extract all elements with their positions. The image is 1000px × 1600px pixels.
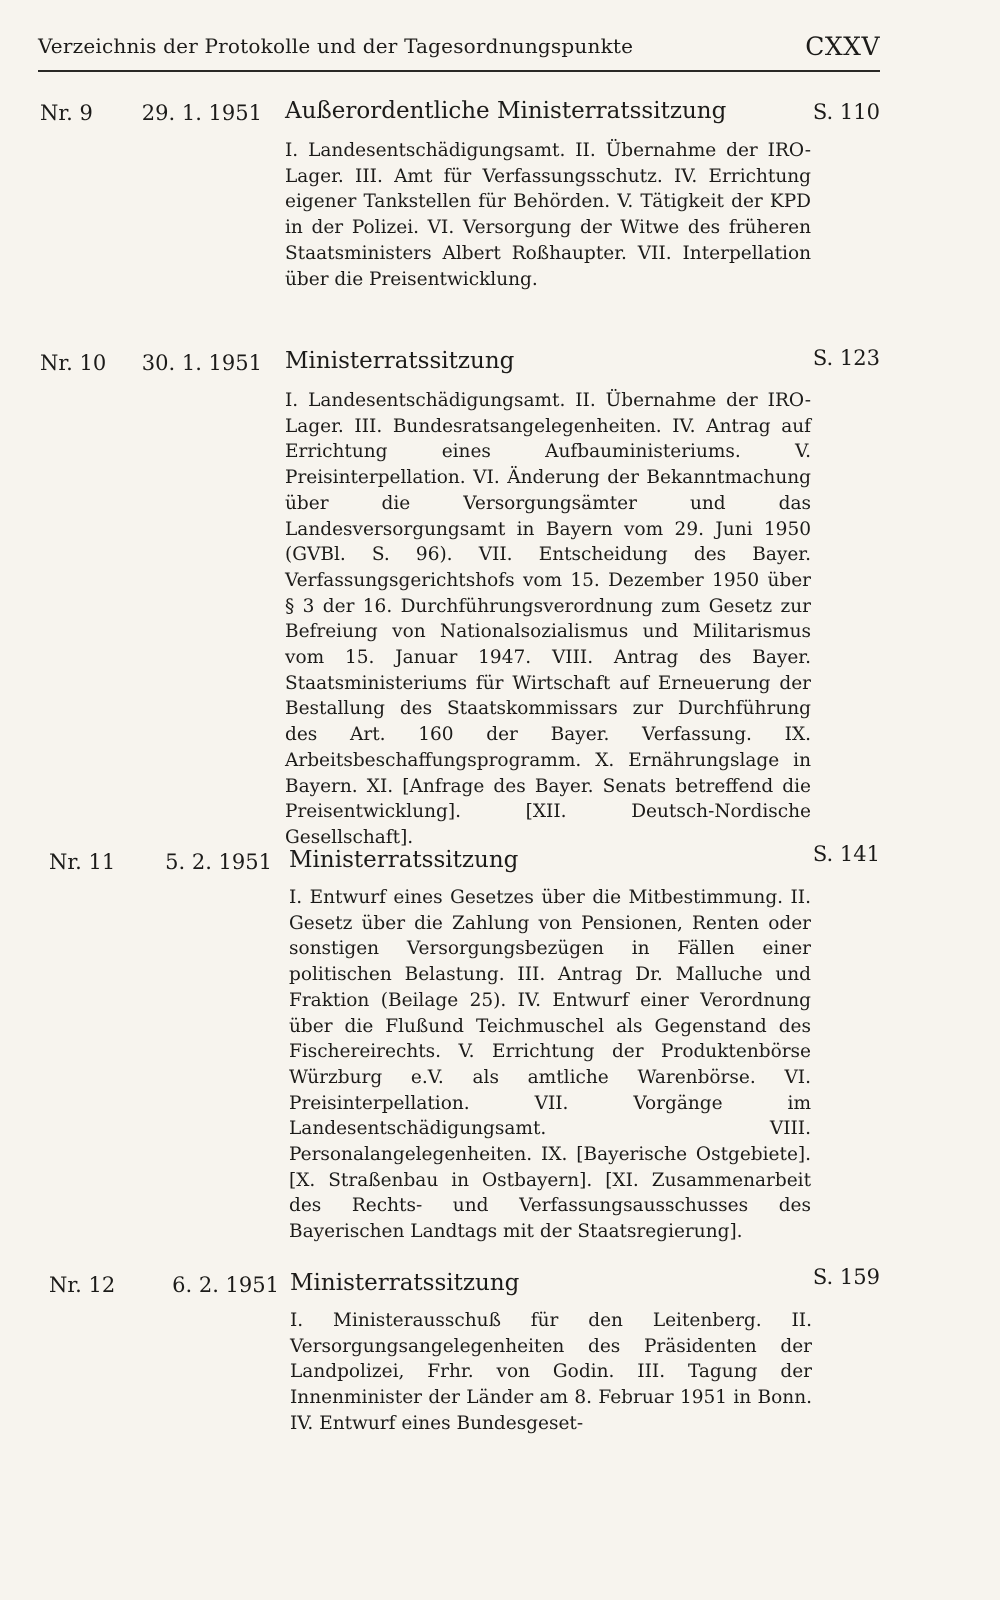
entry-title: Ministerratssitzung	[289, 847, 519, 873]
entry-agenda: I. Landesentschädigungsamt. II. Übernahme der IRO-Lager. III. Amt für Verfassungsschutz. IV. Errichtung eigener Tankstellen für Behörden. V. Tätigkeit der KPD in der Polizei. VI. Versorgung der Witwe des früheren Staatsministers Albert Roßhaupter. VII. Interpellation über die Preisentwicklung.	[285, 140, 811, 290]
entry-date: 29. 1. 1951	[141, 101, 262, 125]
entry-agenda: I. Ministerausschuß für den Leitenberg. II. Versorgungsangelegenheiten des Präsidenten der Landpolizei, Frhr. von Godin. III. Tagung der Innenminister der Länder am 8. Februar 1951 in Bonn. IV. Entwurf eines Bundesgeset-	[290, 1310, 812, 1434]
header-page-number: CXXV	[805, 32, 880, 61]
entry-page-ref: S. 159	[812, 1265, 880, 1289]
entry-number: Nr. 12	[49, 1273, 116, 1297]
entry-number: Nr. 9	[40, 101, 93, 125]
entry-page-ref: S. 123	[812, 346, 880, 370]
entry-title: Ministerratssitzung	[290, 1270, 520, 1296]
entry-title: Außerordentliche Ministerratssitzung	[285, 98, 727, 124]
entry-agenda: I. Entwurf eines Gesetzes über die Mitbestimmung. II. Gesetz über die Zahlung von Pensionen, Renten oder sonstigen Versorgungsbezügen in Fällen einer politischen Belastung. III. Antrag Dr. Malluche und Fraktion (Beilage 25). IV. Entwurf einer Verordnung über die Flußund Teichmuschel als Gegenstand des Fischereirechts. V. Errichtung der Produktenbörse Würzburg e.V. als amtliche Warenbörse. VI. Preisinterpellation. VII. Vorgänge im Landesentschädigungsamt. VIII. Personalangelegenheiten. IX. [Bayerische Ostgebiete]. [X. Straßenbau in Ostbayern]. [XI. Zusammenarbeit des Rechts- und Verfassungsausschusses des Bayerischen Landtags mit der Staatsregierung].	[289, 887, 811, 1243]
entry-title: Ministerratssitzung	[285, 348, 515, 374]
entry-page-ref: S. 141	[812, 842, 880, 866]
entry-page-ref: S. 110	[812, 100, 880, 124]
entry-date: 30. 1. 1951	[141, 351, 262, 375]
header-title: Verzeichnis der Protokolle und der Tagesordnungspunkte	[38, 34, 634, 58]
entry-number: Nr. 10	[40, 351, 107, 375]
entry-date: 5. 2. 1951	[165, 850, 272, 874]
entry-number: Nr. 11	[49, 850, 116, 874]
entry-date: 6. 2. 1951	[172, 1273, 279, 1297]
entry-agenda: I. Landesentschädigungsamt. II. Übernahme der IRO-Lager. III. Bundesratsangelegenheiten. IV. Antrag auf Errichtung eines Aufbauministeriums. V. Preisinterpellation. VI. Änderung der Bekanntmachung über die Versorgungsämter und das Landesversorgungsamt in Bayern vom 29. Juni 1950 (GVBl. S. 96). VII. Entscheidung des Bayer. Verfassungsgerichtshofs vom 15. Dezember 1950 über § 3 der 16. Durchführungsverordnung zum Gesetz zur Befreiung von Nationalsozialismus und Militarismus vom 15. Januar 1947. VIII. Antrag des Bayer. Staatsministeriums für Wirtschaft auf Erneuerung der Bestallung des Staatskommissars zur Durchführung des Art. 160 der Bayer. Verfassung. IX. Arbeitsbeschaffungsprogramm. X. Ernährungslage in Bayern. XI. [Anfrage des Bayer. Senats betreffend die Preisentwicklung]. [XII. Deutsch-Nordische Gesellschaft].	[285, 390, 811, 848]
running-header	[38, 30, 880, 72]
